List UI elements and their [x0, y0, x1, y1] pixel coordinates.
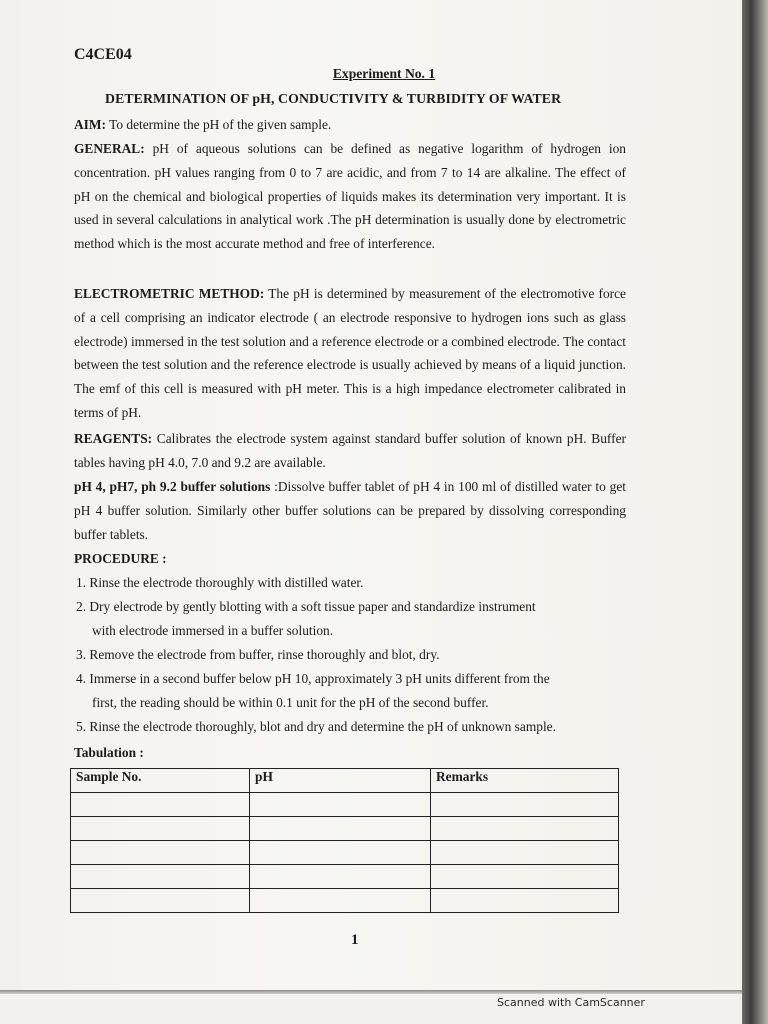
- table-header-row: [71, 769, 619, 793]
- procedure-label: PROCEDURE :: [74, 551, 167, 566]
- tabulation-label: Tabulation :: [74, 745, 144, 760]
- page-number: 1: [351, 932, 359, 948]
- reagents-label: REAGENTS:: [74, 431, 153, 446]
- procedure-step-4: 4. Immerse in a second buffer below pH 10, approximately 3 pH units different from the: [76, 671, 550, 686]
- table-cell: [250, 865, 431, 889]
- electrometric-label: ELECTROMETRIC METHOD:: [74, 286, 265, 301]
- experiment-number: Experiment No. 1: [332, 66, 436, 81]
- tabulation-heading: [74, 741, 626, 765]
- table-cell: [250, 841, 431, 865]
- buffer-label: pH 4, pH7, ph 9.2 buffer solutions: [74, 479, 271, 494]
- table-row: [71, 793, 619, 817]
- procedure-heading: [74, 547, 626, 571]
- course-code: C4CE04: [74, 46, 132, 63]
- page-title: DETERMINATION OF pH, CONDUCTIVITY & TURBIDITY OF WATER: [105, 91, 562, 106]
- table-cell: [71, 793, 250, 817]
- tabulation-table: [70, 768, 619, 913]
- procedure-step-4-cont: first, the reading should be within 0.1 unit for the pH of the second buffer.: [92, 695, 489, 710]
- table-row: [71, 817, 619, 841]
- procedure-step-5: 5. Rinse the electrode thoroughly, blot and dry and determine the pH of unknown sample.: [76, 719, 556, 734]
- procedure-step-2-cont: with electrode immersed in a buffer solution.: [92, 623, 334, 638]
- table-cell: [431, 793, 619, 817]
- electrometric-paragraph: [74, 282, 626, 425]
- buffer-text: :Dissolve buffer tablet of pH 4 in 100 ml of distilled water to get pH 4 buffer solution. Similarly other buffer solutions can be prepared by dissolving corresponding buffer tablets.: [74, 479, 626, 542]
- general-label: GENERAL:: [74, 141, 145, 156]
- table-row: [71, 841, 619, 865]
- table-cell: [431, 817, 619, 841]
- table-row: [71, 889, 619, 913]
- table-cell: [250, 793, 431, 817]
- reagents-paragraph: [74, 427, 626, 475]
- page-edge-shadow: [742, 0, 768, 1024]
- table-cell: [250, 889, 431, 913]
- aim-paragraph: [74, 113, 626, 137]
- header-sample-no: Sample No.: [71, 769, 250, 793]
- procedure-step-2: 2. Dry electrode by gently blotting with a soft tissue paper and standardize instrument: [76, 599, 536, 614]
- procedure-step-1: 1. Rinse the electrode thoroughly with distilled water.: [76, 575, 364, 590]
- scanner-watermark: Scanned with CamScanner: [497, 996, 645, 1009]
- table-cell: [431, 865, 619, 889]
- page-bottom-edge: [0, 990, 742, 994]
- header-ph: pH: [250, 769, 431, 793]
- header-remarks: Remarks: [431, 769, 619, 793]
- general-text: pH of aqueous solutions can be defined as negative logarithm of hydrogen ion concentration. pH values ranging from 0 to 7 are acidic, and from 7 to 14 are alkaline. The effect of pH on the chemical and biological properties of liquids makes its determination very important. It is used in several calculations in analytical work .The pH determination is usually done by electrometric method which is the most accurate method and free of interference.: [74, 141, 626, 252]
- procedure-step-3: 3. Remove the electrode from buffer, rinse thoroughly and blot, dry.: [76, 647, 440, 662]
- table-row: [71, 865, 619, 889]
- table-cell: [431, 841, 619, 865]
- table-cell: [71, 865, 250, 889]
- table-cell: [250, 817, 431, 841]
- reagents-text: Calibrates the electrode system against standard buffer solution of known pH. Buffer tables having pH 4.0, 7.0 and 9.2 are available.: [74, 431, 626, 470]
- general-paragraph: [74, 137, 626, 256]
- electrometric-text: The pH is determined by measurement of the electromotive force of a cell comprising an indicator electrode ( an electrode responsive to hydrogen ions such as glass electrode) immersed in the test solution and a reference electrode or a combined electrode. The contact between the test solution and the reference electrode is usually achieved by means of a liquid junction. The emf of this cell is measured with pH meter. This is a high impedance electrometer calibrated in terms of pH.: [74, 286, 626, 420]
- table-cell: [71, 889, 250, 913]
- table-cell: [71, 817, 250, 841]
- table-cell: [71, 841, 250, 865]
- aim-text: To determine the pH of the given sample.: [105, 117, 332, 132]
- table-cell: [431, 889, 619, 913]
- buffer-paragraph: [74, 475, 626, 546]
- aim-label: AIM:: [74, 117, 106, 132]
